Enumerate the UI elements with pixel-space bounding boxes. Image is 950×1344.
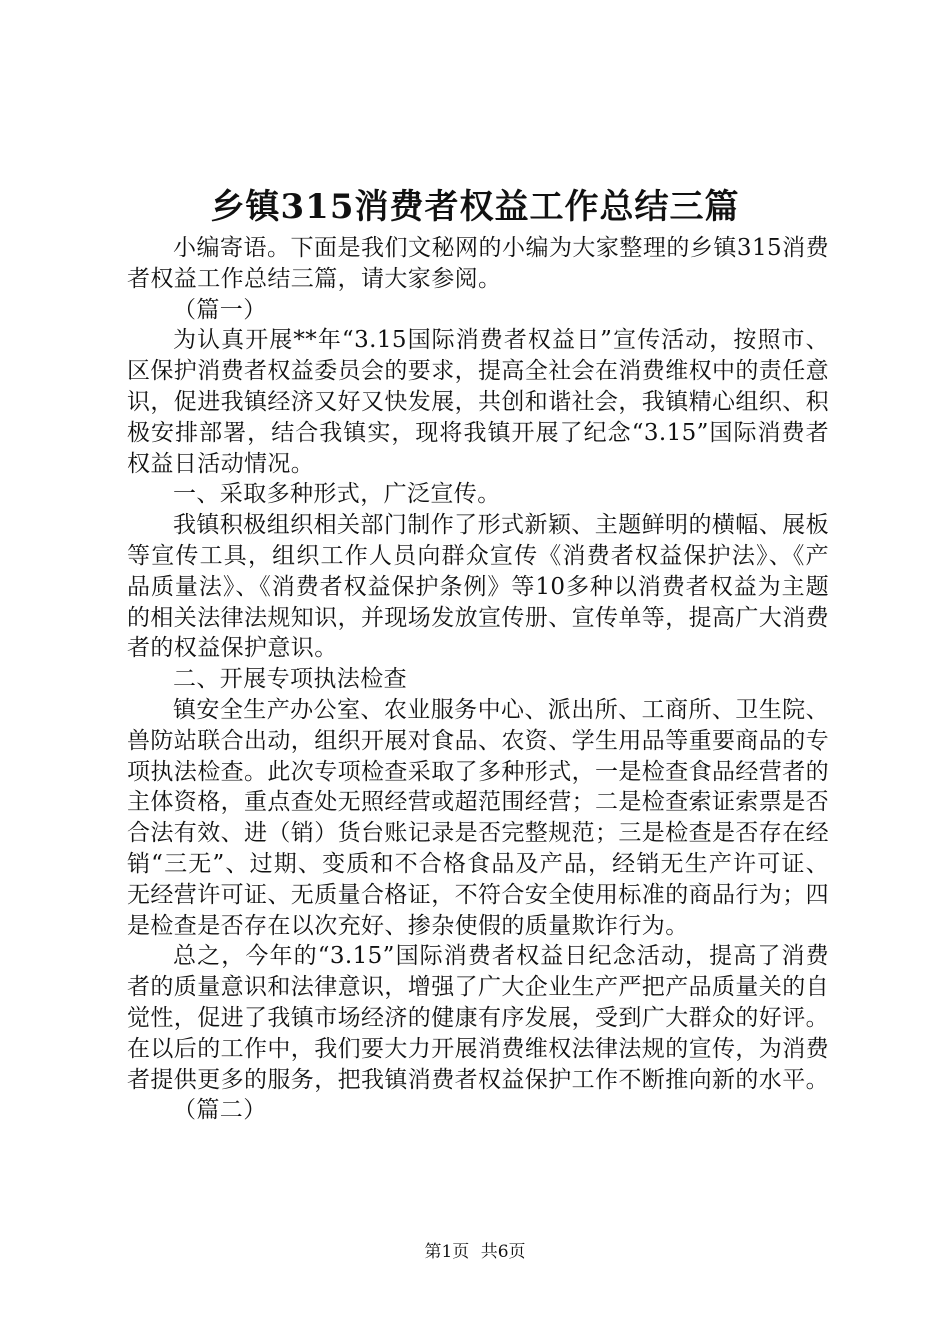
section-heading-inspection: 二、开展专项执法检查 bbox=[173, 666, 407, 693]
page-footer bbox=[0, 1240, 950, 1264]
paragraph-conclusion: 总之，今年的“3.15”国际消费者权益日纪念活动，提高了消费者的质量意识和法律意识，增强了广大企业生产严把产品质量关的自觉性，促进了我镇市场经济的健康有序发展，受到广大群众的好评。在以后的工作中，我们要大力开展消费维权法律法规的宣传，为消费者提供更多的服务，把我镇消费者权益保护工作不断推向新的水平。 bbox=[127, 943, 829, 1093]
page-number: 第1页 bbox=[424, 1242, 470, 1262]
paragraph-publicity: 我镇积极组织相关部门制作了形式新颖、主题鲜明的横幅、展板等宣传工具，组织工作人员向群众宣传《消费者权益保护法》、《产品质量法》、《消费者权益保护条例》等10多种以消费者权益为主题的相关法律法规知识，并现场发放宣传册、宣传单等，提高广大消费者的权益保护意识。 bbox=[127, 512, 829, 662]
section-heading-part-one: （篇一） bbox=[173, 296, 267, 323]
section-heading-part-two: （篇二） bbox=[173, 1097, 267, 1124]
paragraph-inspection: 镇安全生产办公室、农业服务中心、派出所、工商所、卫生院、兽防站联合出动，组织开展对食品、农资、学生用品等重要商品的专项执法检查。此次专项检查采取了多种形式，一是检查食品经营者的主体资格，重点查处无照经营或超范围经营；二是检查索证索票是否合法有效、进（销）货台账记录是否完整规范；三是检查是否存在经销“三无”、过期、变质和不合格食品及产品，经销无生产许可证、无经营许可证、无质量合格证，不符合安全使用标准的商品行为；四是检查是否存在以次充好、掺杂使假的质量欺诈行为。 bbox=[127, 696, 829, 939]
document-title: 乡镇315消费者权益工作总结三篇 bbox=[210, 187, 740, 227]
page-total: 共6页 bbox=[480, 1242, 526, 1262]
document-body bbox=[127, 233, 829, 1126]
section-heading-publicity: 一、采取多种形式，广泛宣传。 bbox=[173, 481, 501, 508]
paragraph-intro: 小编寄语。下面是我们文秘网的小编为大家整理的乡镇315消费者权益工作总结三篇，请大家参阅。 bbox=[127, 235, 829, 292]
paragraph-overview: 为认真开展**年“3.15国际消费者权益日”宣传活动，按照市、区保护消费者权益委员会的要求，提高全社会在消费维权中的责任意识，促进我镇经济又好又快发展，共创和谐社会，我镇精心组织、积极安排部署，结合我镇实，现将我镇开展了纪念“3.15”国际消费者权益日活动情况。 bbox=[127, 327, 829, 477]
